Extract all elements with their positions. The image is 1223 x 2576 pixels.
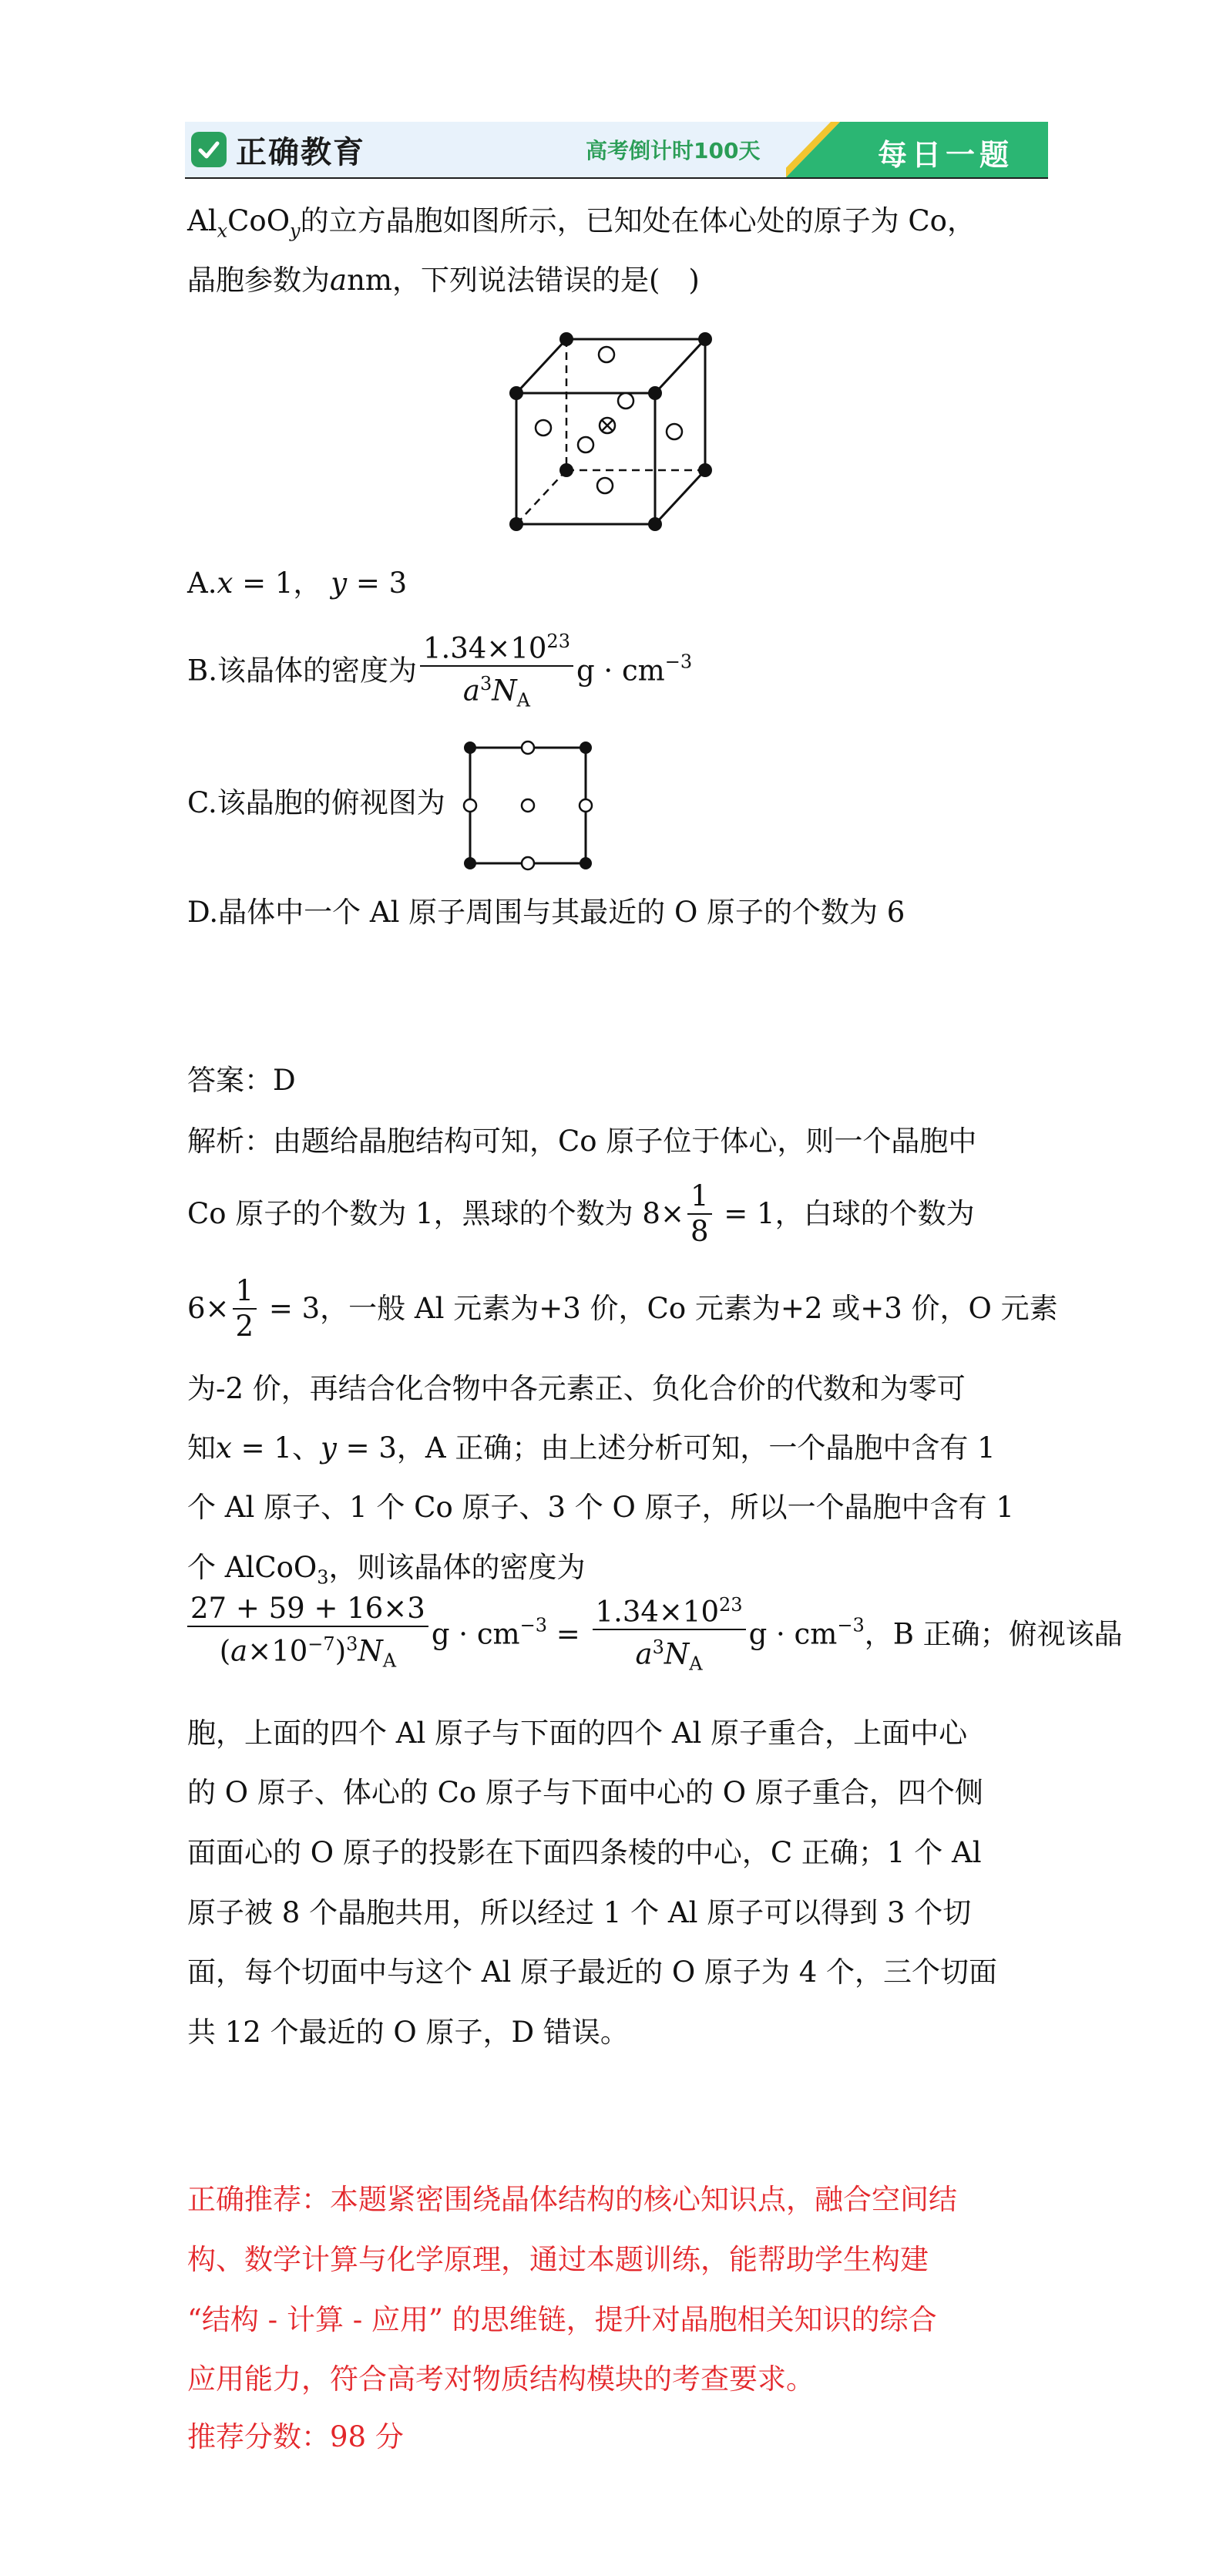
analysis-line-7: 个 AlCoO$_3$，则该晶体的密度为: [187, 1551, 586, 1589]
option-a: A.x = 1， y = 3: [187, 567, 408, 600]
recommend-score: 推荐分数：98 分: [187, 2420, 404, 2453]
countdown-text: 高考倒计时100天: [586, 138, 761, 163]
question-line-1: $Al_xCoO_y$的立方晶胞如图所示，已知处在体心处的原子为 Co，: [187, 204, 976, 242]
question-line-2: 晶胞参数为anm，下列说法错误的是( ): [187, 264, 700, 297]
top-view-figure: [459, 736, 597, 875]
analysis-line-8-formula: $\frac{27 + 59 + 16\times 3}{(a\times 10^{-7})^3N_A}$ $g \cdot cm^{-3}$ = $\frac{1.34\times 10^{23}}{a^3N_A}$ $g \cdot cm^{-3}$，B 正确；俯视该晶: [187, 1588, 1123, 1681]
analysis-line-12: 原子被 8 个晶胞共用，所以经过 1 个 Al 原子可以得到 3 个切: [187, 1896, 972, 1929]
analysis-line-5: 知x = 1、y = 3，A 正确；由上述分析可知，一个晶胞中含有 1: [187, 1431, 996, 1465]
analysis-line-3: 6× $\frac{1}{2}$ = 3，一般 Al 元素为+3 价，Co 元素为+2 或+3 价，O 元素: [187, 1274, 1058, 1343]
header-banner: [185, 122, 1048, 177]
analysis-line-2: Co 原子的个数为 1，黑球的个数为 8× $\frac{1}{8}$ = 1，白球的个数为: [187, 1179, 975, 1248]
check-icon: [191, 132, 227, 167]
option-b: B.该晶体的密度为 $\frac{1.34\times 10^{23}}{a^3N_A}$ $g \cdot cm^{-3}$: [187, 624, 692, 718]
recommend-line-3: “结构 - 计算 - 应用” 的思维链，提升对晶胞相关知识的综合: [187, 2303, 937, 2336]
analysis-line-11: 面面心的 O 原子的投影在下面四条棱的中心，C 正确；1 个 Al: [187, 1836, 982, 1869]
recommend-line-2: 构、数学计算与化学原理，通过本题训练，能帮助学生构建: [187, 2243, 929, 2276]
brand-name: 正确教育: [236, 134, 365, 170]
daily-question-tab: [786, 122, 1048, 177]
density-fraction: $\frac{1.34\times 10^{23}}{a^3N_A}$: [420, 624, 573, 718]
header-divider: [185, 177, 1048, 179]
recommend-line-1: 正确推荐：本题紧密围绕晶体结构的核心知识点，融合空间结: [187, 2183, 957, 2216]
recommend-line-4: 应用能力，符合高考对物质结构模块的考查要求。: [187, 2362, 815, 2396]
option-d: D.晶体中一个 Al 原子周围与其最近的 O 原子的个数为 6: [187, 896, 905, 929]
unit-cell-figure: [493, 328, 717, 536]
analysis-line-6: 个 Al 原子、1 个 Co 原子、3 个 O 原子，所以一个晶胞中含有 1: [187, 1491, 1014, 1524]
analysis-line-4: 为-2 价，再结合化合物中各元素正、负化合价的代数和为零可: [187, 1372, 966, 1405]
analysis-line-10: 的 O 原子、体心的 Co 原子与下面中心的 O 原子重合，四个侧: [187, 1776, 983, 1809]
analysis-line-14: 共 12 个最近的 O 原子，D 错误。: [187, 2016, 629, 2049]
daily-question-label: 每日一题: [877, 138, 1013, 172]
analysis-line-1: 解析：由题给晶胞结构可知，Co 原子位于体心，则一个晶胞中: [187, 1125, 977, 1158]
option-c: C.该晶胞的俯视图为: [187, 786, 445, 819]
analysis-line-13: 面，每个切面中与这个 Al 原子最近的 O 原子为 4 个，三个切面: [187, 1956, 997, 1989]
brand: [191, 128, 365, 171]
answer-label: 答案：D: [187, 1064, 296, 1097]
analysis-line-9: 胞，上面的四个 Al 原子与下面的四个 Al 原子重合，上面中心: [187, 1717, 968, 1750]
